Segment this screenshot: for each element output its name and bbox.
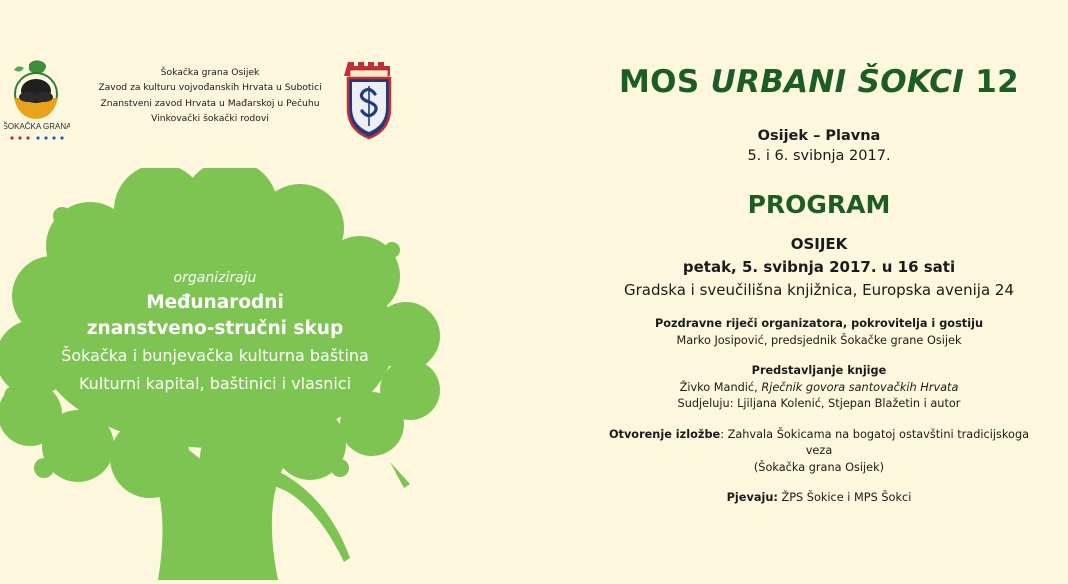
organizer-line: Zavod za kulturu vojvođanskih Hrvata u Subotici [98,82,322,94]
book-title: Rječnik govora santovačkih Hrvata [761,380,959,394]
event-title-prefix: MOS [619,64,711,100]
book-heading: Predstavljanje knjige [751,364,887,377]
tree-text-block [20,270,410,398]
exhibit-label: Otvorenje izložbe [608,427,721,441]
sokacka-grana-logo [4,58,70,142]
exhibit-line [598,427,1040,460]
program-heading: PROGRAM [747,190,891,219]
event-location: Osijek – Plavna [757,128,881,144]
event-title-italic: URBANI ŠOKCI [710,64,965,100]
program-city: OSIJEK [790,235,848,253]
program-item-book [598,363,1040,413]
organizer-line: Šokačka grana Osijek [160,67,260,78]
logo-wordmark: ŠOKAČKA GRANA [4,122,70,131]
welcome-text: Marko Josipović, predsjednik Šokačke grane Osijek [676,333,962,347]
book-author: Živko Mandić, [679,380,762,394]
program-column [598,64,1040,507]
singing-text: ŽPS Šokice i MPS Šokci [777,491,912,504]
program-datetime: petak, 5. svibnja 2017. u 16 sati [682,258,956,276]
meeting-subtitle-2: Kulturni kapital, baštinici i vlasnici [78,374,352,393]
book-line [598,380,1040,397]
meeting-title-line1: Međunarodni [146,292,284,313]
event-dates: 5. i 6. svibnja 2017. [747,148,891,164]
singing-label: Pjevaju: [726,491,778,504]
program-item-exhibit [598,427,1040,477]
organizer-list [76,65,344,126]
meeting-title-line2: znanstveno-stručni skup [86,318,344,339]
meeting-subtitle-1: Šokačka i bunjevačka kulturna baština [61,346,369,365]
organizer-line: Vinkovački šokački rodovi [151,112,269,124]
exhibit-text: : Zahvala Šokicama na bogatoj ostavštini tradicijskoga veza [720,427,1030,457]
organizer-line: Znanstveni zavod Hrvata u Mađarskoj u Pečuhu [100,97,320,109]
program-venue: Gradska i sveučilišna knjižnica, Europska avenija 24 [623,281,1015,299]
singing-line [598,490,1040,507]
welcome-heading: Pozdravne riječi organizatora, pokrovitelja i gostiju [655,317,983,330]
book-participants: Sudjeluju: Ljiljana Kolenić, Stjepan Blažetin i autor [677,397,961,410]
exhibit-org: (Šokačka grana Osijek) [753,460,885,474]
program-item-singing [598,490,1040,507]
organiziraju-label: organiziraju [173,270,257,286]
program-item-welcome [598,316,1040,349]
event-title-suffix: 12 [964,64,1019,100]
crest-emblem [344,56,394,142]
event-title [598,64,1040,100]
meeting-title [20,290,410,342]
